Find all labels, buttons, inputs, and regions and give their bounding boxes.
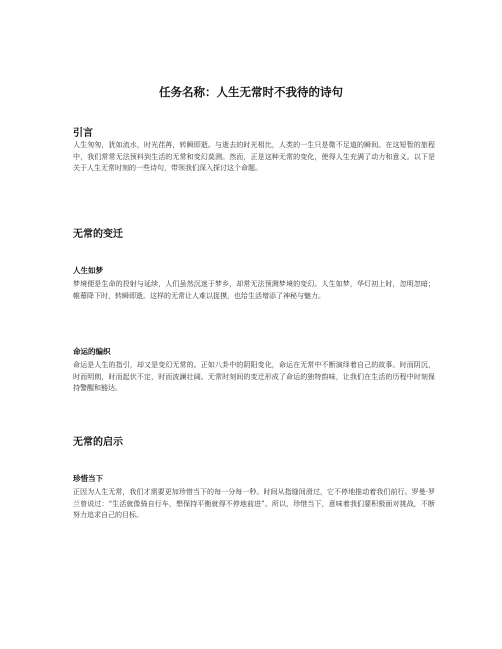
subsection-heading-life-dream: 人生如梦 bbox=[73, 266, 103, 275]
section-heading-intro: 引言 bbox=[73, 128, 93, 139]
subsection-heading-cherish: 珍惜当下 bbox=[73, 474, 103, 483]
section-heading-changes: 无常的变迁 bbox=[73, 229, 123, 240]
section-heading-revelation: 无常的启示 bbox=[73, 437, 123, 448]
cherish-paragraph: 正因为人生无常，我们才需要更加珍惜当下的每一分每一秒。时间从指缝间滑过，它不停地推动着我们前行。罗曼·罗兰曾说过：“生活就像骑自行车，想保持平衡就得不停地前进”。所以，珍惜当下，意味着我们要积极面对挑战，不断努力追求自己的目标。 bbox=[73, 488, 435, 520]
fate-paragraph: 命运是人生的指引，却又是变幻无常的。正如八卦中的阴阳变化，命运在无常中不断演绎着自己的故事。时而阴沉，时而明朗，时而起伏不定，时而波澜壮阔。无常时刻间的变迁形成了命运的独特韵味，让我们在生活的历程中时刻保持警醒和豁达。 bbox=[73, 361, 435, 393]
subsection-heading-fate: 命运的编织 bbox=[73, 347, 111, 356]
intro-paragraph: 人生匆匆，犹如流水，时光荏苒，转瞬即逝。与逝去的时光相比，人类的一生只是微不足道的瞬间。在这短暂的旅程中，我们常常无法预料到生活的无常和变幻莫测。然而，正是这种无常的变化，使得人生充满了动力和意义。以下是关于人生无常时刻的一些诗句，带领我们深入探讨这个命题。 bbox=[73, 141, 435, 173]
life-dream-paragraph: 梦境便是生命的投射与延续，人们虽然沉迷于梦乡，却常无法预测梦境的变幻。人生如梦，华灯初上时，忽明忽暗；帷幕降下时，转瞬即逝。这样的无常让人难以捉摸，也给生活增添了神秘与魅力。 bbox=[73, 280, 435, 300]
document-title: 任务名称：人生无常时不我待的诗句 bbox=[159, 85, 343, 99]
